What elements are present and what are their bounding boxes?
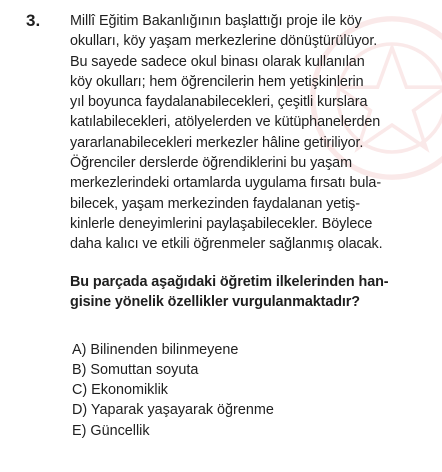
question-body bbox=[70, 11, 436, 441]
answer-options bbox=[70, 340, 436, 441]
passage-line: yararlanabilecekleri merkezler hâline getiriliyor. bbox=[70, 134, 364, 151]
stem-line: gisine yönelik özellikler vurgulanmaktadır? bbox=[70, 293, 360, 310]
passage-line: Bu sayede sadece okul binası olarak kullanılan bbox=[70, 53, 365, 70]
option-d[interactable]: D) Yaparak yaşayarak öğrenme bbox=[72, 402, 274, 419]
passage-line: yıl boyunca faydalanabilecekleri, çeşitli kurslara bbox=[70, 94, 368, 111]
passage-line: merkezlerindeki ortamlarda uygulama fırsatı bula- bbox=[70, 175, 382, 192]
stem-line: Bu parçada aşağıdaki öğretim ilkelerinden han- bbox=[70, 273, 389, 290]
passage-line: bilecek, yaşam merkezinden faydalanan yetiş- bbox=[70, 195, 360, 212]
passage-line: daha kalıcı ve etkili öğrenmeler sağlanmış olacak. bbox=[70, 236, 383, 253]
passage-line: köy okulları; hem öğrencilerin hem yetişkinlerin bbox=[70, 73, 364, 90]
passage-line: okulları, köy yaşam merkezlerine dönüştürülüyor. bbox=[70, 33, 378, 50]
passage-line: Öğrenciler derslerde öğrendiklerini bu yaşam bbox=[70, 155, 352, 172]
option-b[interactable]: B) Somuttan soyuta bbox=[72, 361, 199, 378]
option-c[interactable]: C) Ekonomiklik bbox=[72, 382, 168, 399]
passage-line: Millî Eğitim Bakanlığının başlattığı proje ile köy bbox=[70, 13, 362, 29]
passage-line: katılabilecekleri, atölyelerden ve kütüphanelerden bbox=[70, 114, 381, 131]
question-number: 3. bbox=[26, 11, 41, 30]
question-stem bbox=[70, 272, 436, 312]
passage bbox=[70, 11, 436, 255]
option-e[interactable]: E) Güncellik bbox=[72, 422, 150, 439]
passage-line: kinlerle deneyimlerini paylaşabilecekler. Böylece bbox=[70, 215, 373, 232]
option-a[interactable]: A) Bilinenden bilinmeyene bbox=[72, 341, 239, 358]
